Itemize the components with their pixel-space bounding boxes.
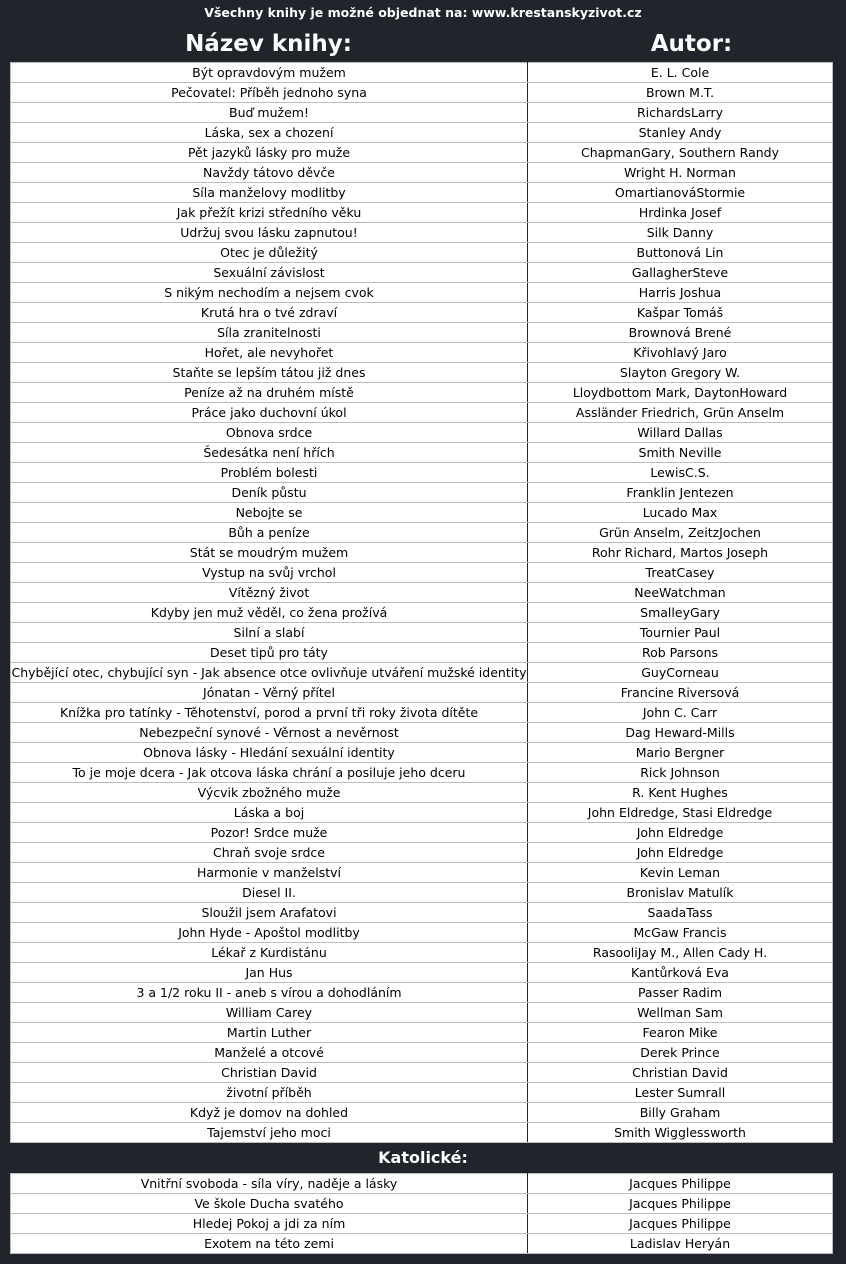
book-title: Diesel II.	[11, 883, 528, 903]
book-title: Tajemství jeho moci	[11, 1123, 528, 1143]
book-author: Wright H. Norman	[528, 163, 833, 183]
catholic-section-title: Katolické:	[378, 1148, 468, 1167]
book-author: John Eldredge	[528, 843, 833, 863]
book-title: Staňte se lepším tátou již dnes	[11, 363, 528, 383]
table-row	[11, 623, 833, 643]
table-row	[11, 1043, 833, 1063]
book-author: Rohr Richard, Martos Joseph	[528, 543, 833, 563]
book-author: Slayton Gregory W.	[528, 363, 833, 383]
column-headers	[0, 26, 846, 62]
table-row	[11, 963, 833, 983]
book-title: Vnitřní svoboda - síla víry, naděje a lásky	[11, 1174, 528, 1194]
book-author: Křivohlavý Jaro	[528, 343, 833, 363]
table-row	[11, 1194, 833, 1214]
table-row	[11, 63, 833, 83]
book-author: Mario Bergner	[528, 743, 833, 763]
book-author: TreatCasey	[528, 563, 833, 583]
book-title: Deník půstu	[11, 483, 528, 503]
book-author: Lester Sumrall	[528, 1083, 833, 1103]
book-author: Derek Prince	[528, 1043, 833, 1063]
book-author: Jacques Philippe	[528, 1194, 833, 1214]
book-title: 3 a 1/2 roku II - aneb s vírou a dohodláním	[11, 983, 528, 1003]
book-author: Kašpar Tomáš	[528, 303, 833, 323]
book-author: Brown M.T.	[528, 83, 833, 103]
book-title: Lékař z Kurdistánu	[11, 943, 528, 963]
book-author: McGaw Francis	[528, 923, 833, 943]
book-title: Sloužil jsem Arafatovi	[11, 903, 528, 923]
book-title: William Carey	[11, 1003, 528, 1023]
table-row	[11, 943, 833, 963]
book-author: LewisC.S.	[528, 463, 833, 483]
book-author: Passer Radim	[528, 983, 833, 1003]
table-row	[11, 183, 833, 203]
table-row	[11, 1023, 833, 1043]
book-title: Práce jako duchovní úkol	[11, 403, 528, 423]
book-title: Vystup na svůj vrchol	[11, 563, 528, 583]
book-title: Chybějící otec, chybující syn - Jak absence otce ovlivňuje utváření mužské identity	[11, 663, 528, 683]
table-row	[11, 303, 833, 323]
header-author: Autor:	[650, 31, 733, 57]
table-row	[11, 843, 833, 863]
table-row	[11, 1123, 833, 1143]
book-title: Výcvik zbožného muže	[11, 783, 528, 803]
book-author: Fearon Mike	[528, 1023, 833, 1043]
book-title: Harmonie v manželství	[11, 863, 528, 883]
table-row	[11, 563, 833, 583]
book-title: Jónatan - Věrný přítel	[11, 683, 528, 703]
table-row	[11, 1103, 833, 1123]
book-author: Smith Neville	[528, 443, 833, 463]
table-row	[11, 263, 833, 283]
table-row	[11, 923, 833, 943]
book-title: John Hyde - Apoštol modlitby	[11, 923, 528, 943]
book-author: Bronislav Matulík	[528, 883, 833, 903]
book-title: Pět jazyků lásky pro muže	[11, 143, 528, 163]
table-row	[11, 243, 833, 263]
book-author: Billy Graham	[528, 1103, 833, 1123]
table-row	[11, 903, 833, 923]
book-title: Nebojte se	[11, 503, 528, 523]
book-title: Vítězný život	[11, 583, 528, 603]
book-author: Kevin Leman	[528, 863, 833, 883]
book-title: Hledej Pokoj a jdi za ním	[11, 1214, 528, 1234]
table-row	[11, 83, 833, 103]
table-row	[11, 783, 833, 803]
book-title: Martin Luther	[11, 1023, 528, 1043]
table-row	[11, 103, 833, 123]
book-title: Chraň svoje srdce	[11, 843, 528, 863]
table-row	[11, 823, 833, 843]
table-row	[11, 763, 833, 783]
book-title: Knížka pro tatínky - Těhotenství, porod a první tři roky života dítěte	[11, 703, 528, 723]
table-row	[11, 1174, 833, 1194]
book-author: Lucado Max	[528, 503, 833, 523]
books-table	[10, 62, 833, 1143]
book-title: Navždy tátovo děvče	[11, 163, 528, 183]
table-row	[11, 543, 833, 563]
table-row	[11, 383, 833, 403]
table-row	[11, 523, 833, 543]
table-row	[11, 223, 833, 243]
book-author: Grün Anselm, ZeitzJochen	[528, 523, 833, 543]
book-author: Ladislav Heryán	[528, 1234, 833, 1254]
book-title: Jak přežít krizi středního věku	[11, 203, 528, 223]
table-row	[11, 443, 833, 463]
table-row	[11, 983, 833, 1003]
book-author: SmalleyGary	[528, 603, 833, 623]
book-title: Udržuj svou lásku zapnutou!	[11, 223, 528, 243]
book-title: Pečovatel: Příběh jednoho syna	[11, 83, 528, 103]
table-row	[11, 1234, 833, 1254]
book-author: ChapmanGary, Southern Randy	[528, 143, 833, 163]
book-author: John Eldredge, Stasi Eldredge	[528, 803, 833, 823]
table-row	[11, 203, 833, 223]
book-title: Kdyby jen muž věděl, co žena prožívá	[11, 603, 528, 623]
order-note: Všechny knihy je možné objednat na: www.krestanskyzivot.cz	[204, 5, 642, 20]
book-title: Pozor! Srdce muže	[11, 823, 528, 843]
book-title: Stát se moudrým mužem	[11, 543, 528, 563]
book-title: Buď mužem!	[11, 103, 528, 123]
book-title: Láska a boj	[11, 803, 528, 823]
book-author: Brownová Brené	[528, 323, 833, 343]
book-title: Bůh a peníze	[11, 523, 528, 543]
book-author: John Eldredge	[528, 823, 833, 843]
book-author: GallagherSteve	[528, 263, 833, 283]
table-row	[11, 803, 833, 823]
header-title: Název knihy:	[185, 31, 352, 57]
book-author: Francine Riversová	[528, 683, 833, 703]
book-author: Jacques Philippe	[528, 1214, 833, 1234]
table-row	[11, 503, 833, 523]
book-author: Rob Parsons	[528, 643, 833, 663]
table-row	[11, 603, 833, 623]
book-author: RichardsLarry	[528, 103, 833, 123]
book-title: Obnova srdce	[11, 423, 528, 443]
table-row	[11, 423, 833, 443]
book-author: Silk Danny	[528, 223, 833, 243]
table-row	[11, 1063, 833, 1083]
book-author: Franklin Jentezen	[528, 483, 833, 503]
book-author: Assländer Friedrich, Grün Anselm	[528, 403, 833, 423]
table-row	[11, 663, 833, 683]
book-author: Smith Wigglessworth	[528, 1123, 833, 1143]
book-title: Sexuální závislost	[11, 263, 528, 283]
table-row	[11, 723, 833, 743]
book-title: Peníze až na druhém místě	[11, 383, 528, 403]
book-author: Rick Johnson	[528, 763, 833, 783]
table-row	[11, 143, 833, 163]
table-row	[11, 1214, 833, 1234]
book-title: To je moje dcera - Jak otcova láska chrání a posiluje jeho dceru	[11, 763, 528, 783]
book-author: Stanley Andy	[528, 123, 833, 143]
book-author: Kantůrková Eva	[528, 963, 833, 983]
book-author: Dag Heward-Mills	[528, 723, 833, 743]
table-row	[11, 123, 833, 143]
table-row	[11, 283, 833, 303]
book-title: Nebezpeční synové - Věrnost a nevěrnost	[11, 723, 528, 743]
table-row	[11, 703, 833, 723]
table-row	[11, 863, 833, 883]
book-author: Lloydbottom Mark, DaytonHoward	[528, 383, 833, 403]
book-title: Síla manželovy modlitby	[11, 183, 528, 203]
book-title: Síla zranitelnosti	[11, 323, 528, 343]
table-row	[11, 643, 833, 663]
book-title: Být opravdovým mužem	[11, 63, 528, 83]
table-row	[11, 583, 833, 603]
book-title: Jan Hus	[11, 963, 528, 983]
book-title: Christian David	[11, 1063, 528, 1083]
table-row	[11, 323, 833, 343]
table-row	[11, 1003, 833, 1023]
book-title: Manželé a otcové	[11, 1043, 528, 1063]
table-row	[11, 163, 833, 183]
book-title: Exotem na této zemi	[11, 1234, 528, 1254]
book-author: Tournier Paul	[528, 623, 833, 643]
table-row	[11, 403, 833, 423]
book-author: Willard Dallas	[528, 423, 833, 443]
table-row	[11, 683, 833, 703]
book-author: SaadaTass	[528, 903, 833, 923]
book-author: OmartianováStormie	[528, 183, 833, 203]
table-row	[11, 883, 833, 903]
book-author: GuyCorneau	[528, 663, 833, 683]
book-author: E. L. Cole	[528, 63, 833, 83]
book-title: Silní a slabí	[11, 623, 528, 643]
table-row	[11, 343, 833, 363]
book-title: Ve škole Ducha svatého	[11, 1194, 528, 1214]
book-title: Když je domov na dohled	[11, 1103, 528, 1123]
book-title: Šedesátka není hřích	[11, 443, 528, 463]
table-row	[11, 463, 833, 483]
book-author: Buttonová Lin	[528, 243, 833, 263]
book-author: John C. Carr	[528, 703, 833, 723]
book-title: S nikým nechodím a nejsem cvok	[11, 283, 528, 303]
table-row	[11, 743, 833, 763]
catholic-books-table	[10, 1173, 833, 1254]
book-author: Christian David	[528, 1063, 833, 1083]
book-author: Wellman Sam	[528, 1003, 833, 1023]
book-author: Harris Joshua	[528, 283, 833, 303]
book-title: Otec je důležitý	[11, 243, 528, 263]
book-author: R. Kent Hughes	[528, 783, 833, 803]
book-author: NeeWatchman	[528, 583, 833, 603]
table-row	[11, 363, 833, 383]
book-author: RasooliJay M., Allen Cady H.	[528, 943, 833, 963]
book-title: Láska, sex a chození	[11, 123, 528, 143]
book-title: Problém bolesti	[11, 463, 528, 483]
book-author: Jacques Philippe	[528, 1174, 833, 1194]
table-row	[11, 483, 833, 503]
book-title: Deset tipů pro táty	[11, 643, 528, 663]
table-row	[11, 1083, 833, 1103]
book-title: Krutá hra o tvé zdraví	[11, 303, 528, 323]
book-author: Hrdinka Josef	[528, 203, 833, 223]
book-title: Hořet, ale nevyhořet	[11, 343, 528, 363]
book-title: Obnova lásky - Hledání sexuální identity	[11, 743, 528, 763]
book-title: životní příběh	[11, 1083, 528, 1103]
